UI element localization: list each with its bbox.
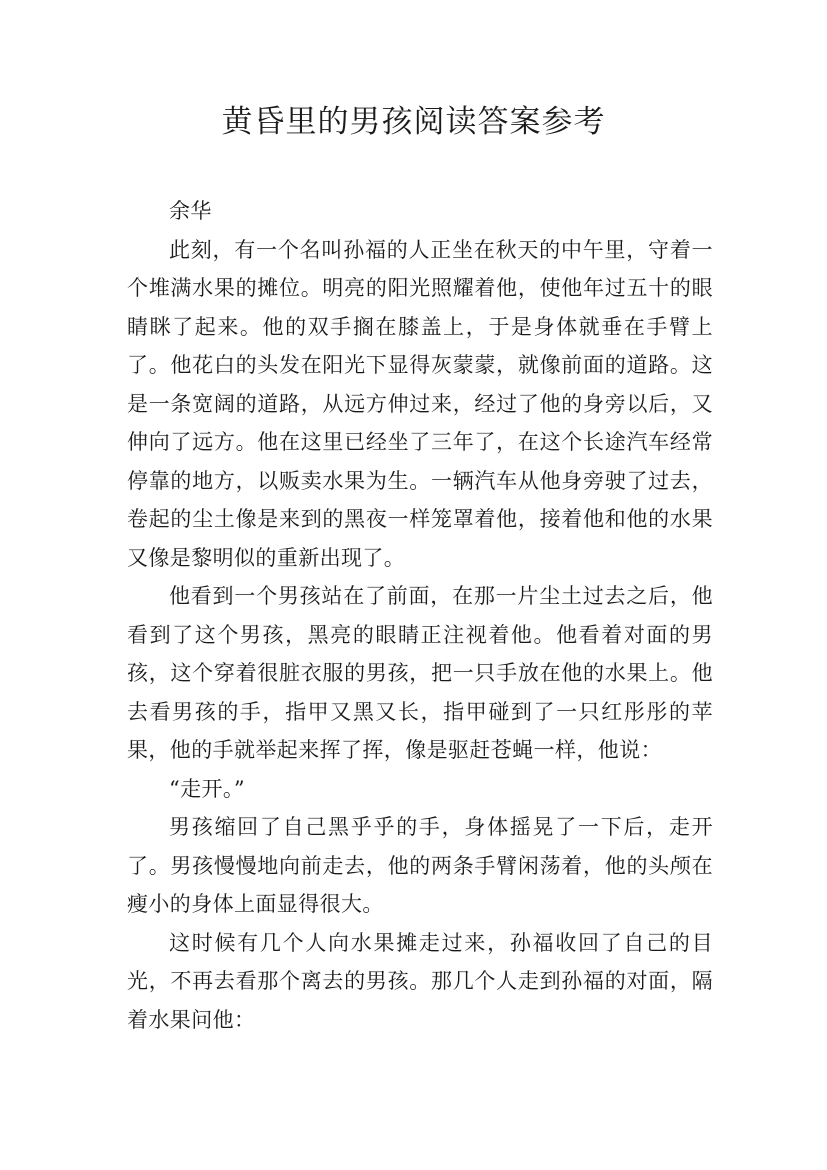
paragraph-1: 此刻，有一个名叫孙福的人正坐在秋天的中午里，守着一个堆满水果的摊位。明亮的阳光照耀着他，使他年过五十的眼睛眯了起来。他的双手搁在膝盖上，于是身体就垂在手臂上了。他花白的头发在阳光下显得灰蒙蒙，就像前面的道路。这是一条宽阔的道路，从远方伸过来，经过了他的身旁以后，又伸向了远方。他在这里已经坐了三年了，在这个长途汽车经常停靠的地方，以贩卖水果为生。一辆汽车从他身旁驶了过去，卷起的尘土像是来到的黑夜一样笼罩着他，接着他和他的水果又像是黎明似的重新出现了。 <box>127 237 713 570</box>
paragraph-5: 这时候有几个人向水果摊走过来，孙福收回了自己的目光，不再去看那个离去的男孩。那几个人走到孙福的对面，隔着水果问他： <box>127 930 713 1032</box>
document-title: 黄昏里的男孩阅读答案参考 <box>221 104 606 140</box>
paragraph-4: 男孩缩回了自己黑乎乎的手，身体摇晃了一下后，走开了。男孩慢慢地向前走去，他的两条手臂闲荡着，他的头颅在瘦小的身体上面显得很大。 <box>127 815 713 916</box>
paragraph-3: “走开。” <box>169 776 245 801</box>
author-line: 余华 <box>169 199 212 223</box>
paragraph-2: 他看到一个男孩站在了前面，在那一片尘土过去之后，他看到了这个男孩，黑亮的眼睛正注视着他。他看着对面的男孩，这个穿着很脏衣服的男孩，把一只手放在他的水果上。他去看男孩的手，指甲又黑又长，指甲碰到了一只红彤彤的苹果，他的手就举起来挥了挥，像是驱赶苍蝇一样，他说： <box>127 584 713 762</box>
document-body <box>127 192 713 1039</box>
